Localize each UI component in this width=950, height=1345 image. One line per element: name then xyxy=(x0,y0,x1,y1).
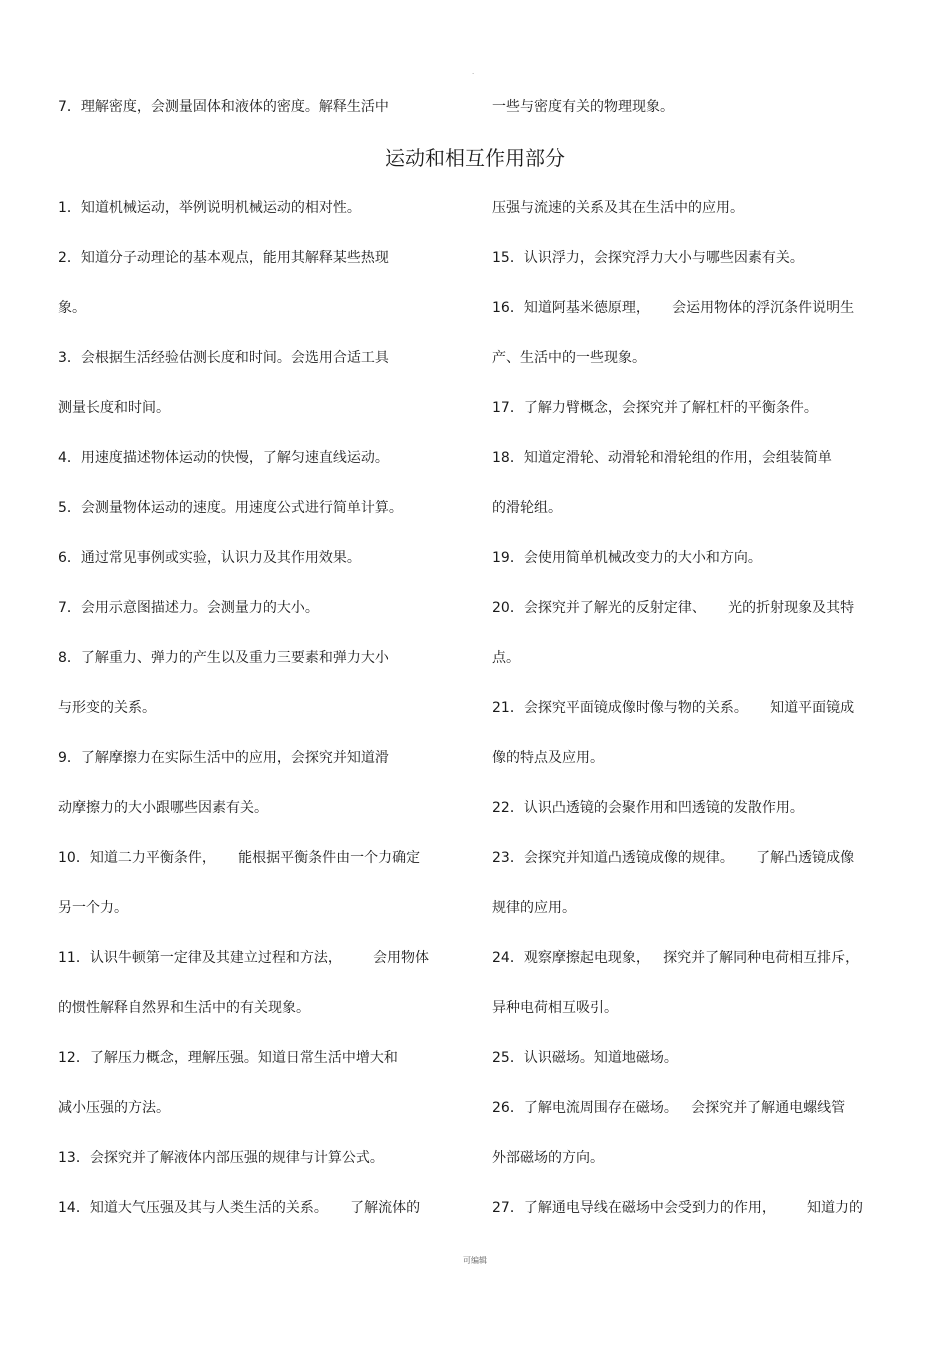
footer-text: 可编辑 xyxy=(463,1256,487,1265)
left-line: 与形变的关系。 xyxy=(58,700,156,716)
right-line: 23．会探究并知道凸透镜成像的规律。 了解凸透镜成像 xyxy=(492,850,855,866)
left-line: 5．会测量物体运动的速度。用速度公式进行简单计算。 xyxy=(58,500,403,516)
intro-right-text: 一些与密度有关的物理现象。 xyxy=(492,99,674,115)
right-line: 的滑轮组。 xyxy=(492,500,562,516)
right-line: 22．认识凸透镜的会聚作用和凹透镜的发散作用。 xyxy=(492,800,804,816)
right-line: 点。 xyxy=(492,650,520,666)
right-line: 27．了解通电导线在磁场中会受到力的作用， 知道力的 xyxy=(492,1200,863,1216)
right-line: 19．会使用简单机械改变力的大小和方向。 xyxy=(492,550,762,566)
left-line: 2．知道分子动理论的基本观点，能用其解释某些热现 xyxy=(58,250,389,266)
left-line: 测量长度和时间。 xyxy=(58,400,170,416)
left-line: 的惯性解释自然界和生活中的有关现象。 xyxy=(58,1000,310,1016)
left-line: 动摩擦力的大小跟哪些因素有关。 xyxy=(58,800,268,816)
left-line: 减小压强的方法。 xyxy=(58,1100,170,1116)
left-line: 7．会用示意图描述力。会测量力的大小。 xyxy=(58,600,319,616)
left-line: 1．知道机械运动，举例说明机械运动的相对性。 xyxy=(58,200,361,216)
right-line: 产、生活中的一些现象。 xyxy=(492,350,646,366)
right-line: 24．观察摩擦起电现象， 探究并了解同种电荷相互排斥， xyxy=(492,950,860,966)
left-line: 4．用速度描述物体运动的快慢，了解匀速直线运动。 xyxy=(58,450,389,466)
top-mark: · xyxy=(472,70,475,78)
right-line: 17．了解力臂概念，会探究并了解杠杆的平衡条件。 xyxy=(492,400,818,416)
right-line: 外部磁场的方向。 xyxy=(492,1150,604,1166)
left-line: 6．通过常见事例或实验，认识力及其作用效果。 xyxy=(58,550,361,566)
right-line: 26．了解电流周围存在磁场。 会探究并了解通电螺线管 xyxy=(492,1100,846,1116)
right-line: 18．知道定滑轮、动滑轮和滑轮组的作用，会组装简单 xyxy=(492,450,832,466)
left-line: 11．认识牛顿第一定律及其建立过程和方法， 会用物体 xyxy=(58,950,429,966)
right-line: 16．知道阿基米德原理， 会运用物体的浮沉条件说明生 xyxy=(492,300,855,316)
right-line: 25．认识磁场。知道地磁场。 xyxy=(492,1050,678,1066)
right-line: 异种电荷相互吸引。 xyxy=(492,1000,618,1016)
left-line: 10．知道二力平衡条件， 能根据平衡条件由一个力确定 xyxy=(58,850,421,866)
left-line: 13．会探究并了解液体内部压强的规律与计算公式。 xyxy=(58,1150,384,1166)
right-line: 21．会探究平面镜成像时像与物的关系。 知道平面镜成 xyxy=(492,700,855,716)
left-line: 另一个力。 xyxy=(58,900,128,916)
intro-left-text: 7．理解密度，会测量固体和液体的密度。解释生活中 xyxy=(58,99,389,115)
left-line: 象。 xyxy=(58,300,86,316)
left-line: 12．了解压力概念，理解压强。知道日常生活中增大和 xyxy=(58,1050,398,1066)
right-line: 像的特点及应用。 xyxy=(492,750,604,766)
left-line: 9．了解摩擦力在实际生活中的应用，会探究并知道滑 xyxy=(58,750,389,766)
left-line: 8．了解重力、弹力的产生以及重力三要素和弹力大小 xyxy=(58,650,389,666)
right-line: 15．认识浮力，会探究浮力大小与哪些因素有关。 xyxy=(492,250,804,266)
right-line: 压强与流速的关系及其在生活中的应用。 xyxy=(492,200,744,216)
right-line: 规律的应用。 xyxy=(492,900,576,916)
left-line: 14．知道大气压强及其与人类生活的关系。 了解流体的 xyxy=(58,1200,421,1216)
right-line: 20．会探究并了解光的反射定律、 光的折射现象及其特 xyxy=(492,600,855,616)
left-line: 3．会根据生活经验估测长度和时间。会选用合适工具 xyxy=(58,350,389,366)
section-title: 运动和相互作用部分 xyxy=(385,146,565,170)
